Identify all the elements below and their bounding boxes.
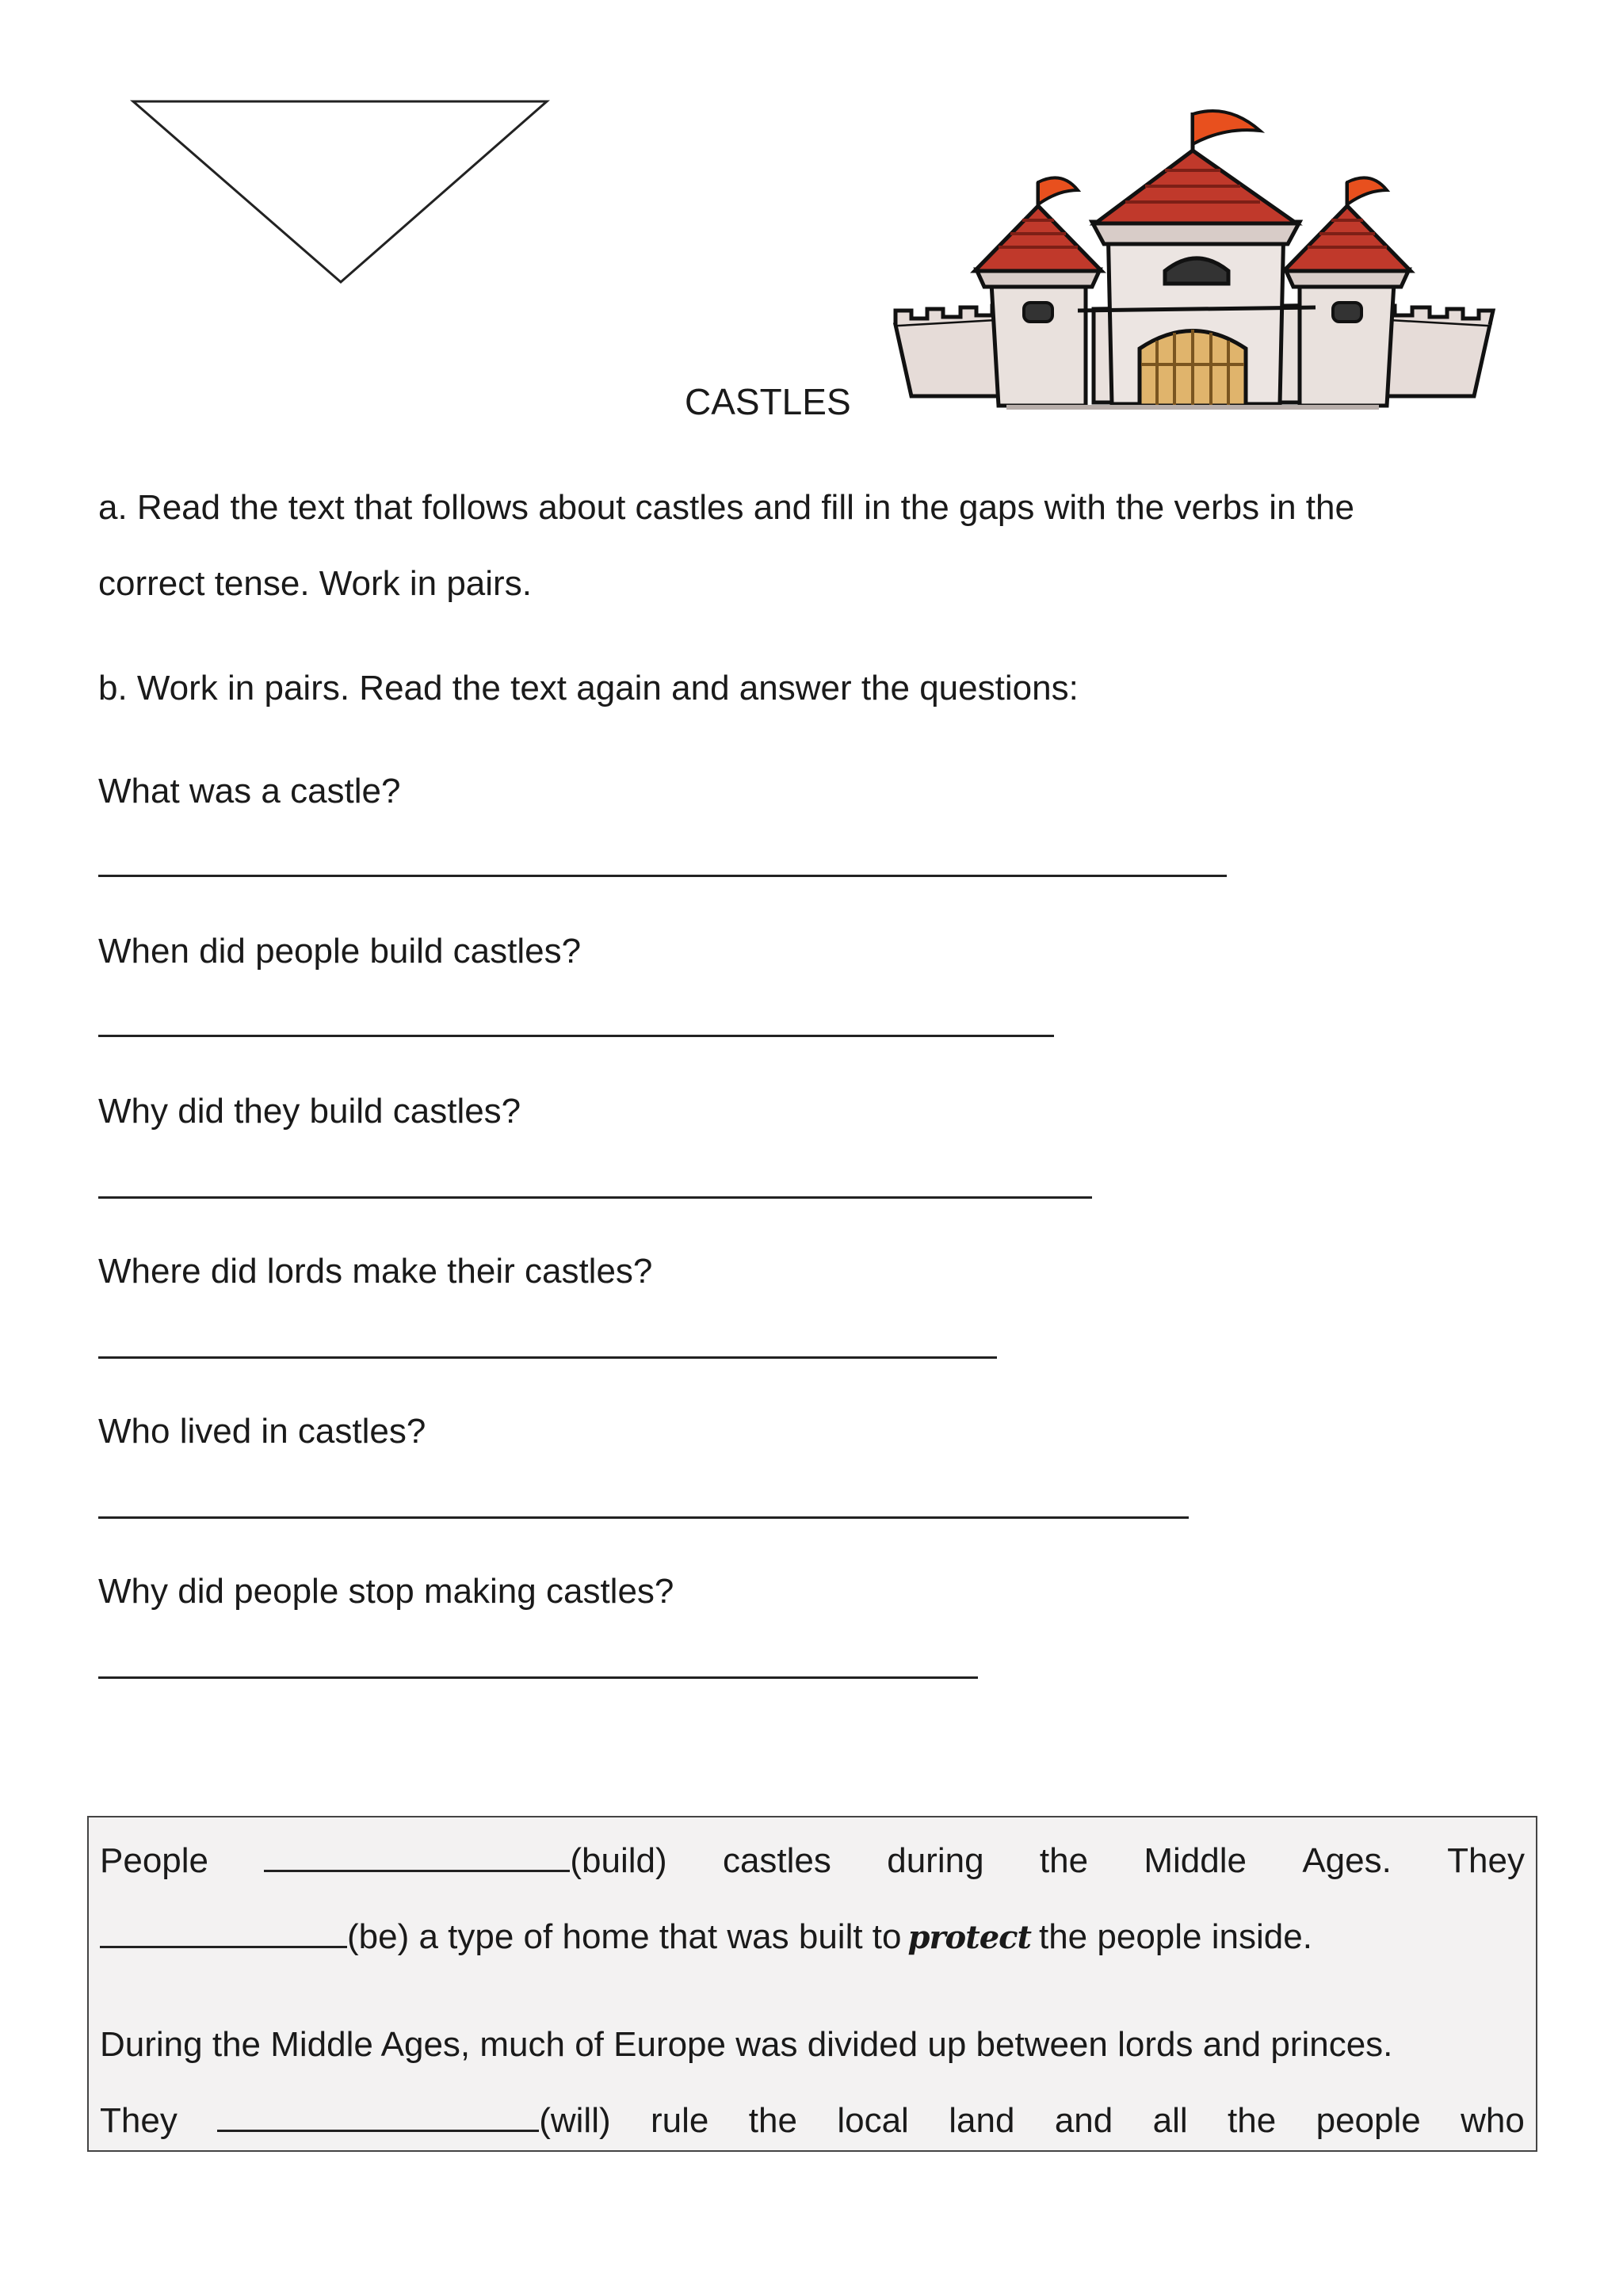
answer-line-6[interactable] [98,1676,978,1679]
question-4: Where did lords make their castles? [98,1252,653,1291]
handwritten-word: protect [907,1919,1031,1956]
word: who [1461,2101,1525,2140]
gap-verb: (build) [570,1841,667,1880]
triangle-shape [127,95,555,293]
gap-verb-be: (be) a type of home that was built to [347,1917,902,1956]
answer-line-4[interactable] [98,1356,997,1359]
word: land [949,2101,1015,2140]
word: and [1054,2101,1113,2140]
word: People [100,1841,209,1880]
passage-line-3 [100,2025,1525,2065]
word: the [748,2101,797,2140]
answer-line-1[interactable] [98,875,1227,877]
passage-line-3-text: During the Middle Ages, much of Europe was divided up between lords and princes. [100,2025,1393,2064]
question-1: What was a castle? [98,772,401,810]
word: They [1447,1841,1525,1880]
answer-line-5[interactable] [98,1516,1189,1519]
word: people [1316,2101,1421,2140]
instruction-a-line1: a. Read the text that follows about castles and fill in the gaps with the verbs in the [98,488,1354,527]
gap-blank[interactable] [217,2102,539,2132]
word: local [837,2101,909,2140]
word: the [1228,2101,1277,2140]
gap-will [217,2101,610,2141]
gap-build [264,1841,666,1881]
gap-verb: (will) [539,2101,611,2140]
question-3: Why did they build castles? [98,1092,521,1131]
gap-blank[interactable] [100,1918,347,1948]
passage-box [87,1816,1537,2152]
word: castles [722,1841,831,1880]
instruction-b: b. Work in pairs. Read the text again and answer the questions: [98,669,1079,707]
word: Middle [1144,1841,1247,1880]
passage-line-2 [100,1917,1525,1957]
instruction-a-line2: correct tense. Work in pairs. [98,564,532,603]
page-title: CASTLES [685,381,851,422]
question-6: Why did people stop making castles? [98,1572,674,1611]
word: during [887,1841,984,1880]
castle-illustration [888,103,1498,412]
passage-line-1 [100,1841,1525,1881]
answer-line-3[interactable] [98,1196,1092,1199]
passage-line-2-end: the people inside. [1038,1917,1312,1956]
answer-line-2[interactable] [98,1035,1054,1037]
word: rule [651,2101,709,2140]
word: Ages. [1302,1841,1392,1880]
question-2: When did people build castles? [98,932,582,971]
gap-blank[interactable] [264,1842,570,1872]
word: all [1152,2101,1188,2140]
word: They [100,2101,178,2140]
question-5: Who lived in castles? [98,1412,426,1451]
passage-line-4 [100,2101,1525,2141]
word: the [1039,1841,1089,1880]
